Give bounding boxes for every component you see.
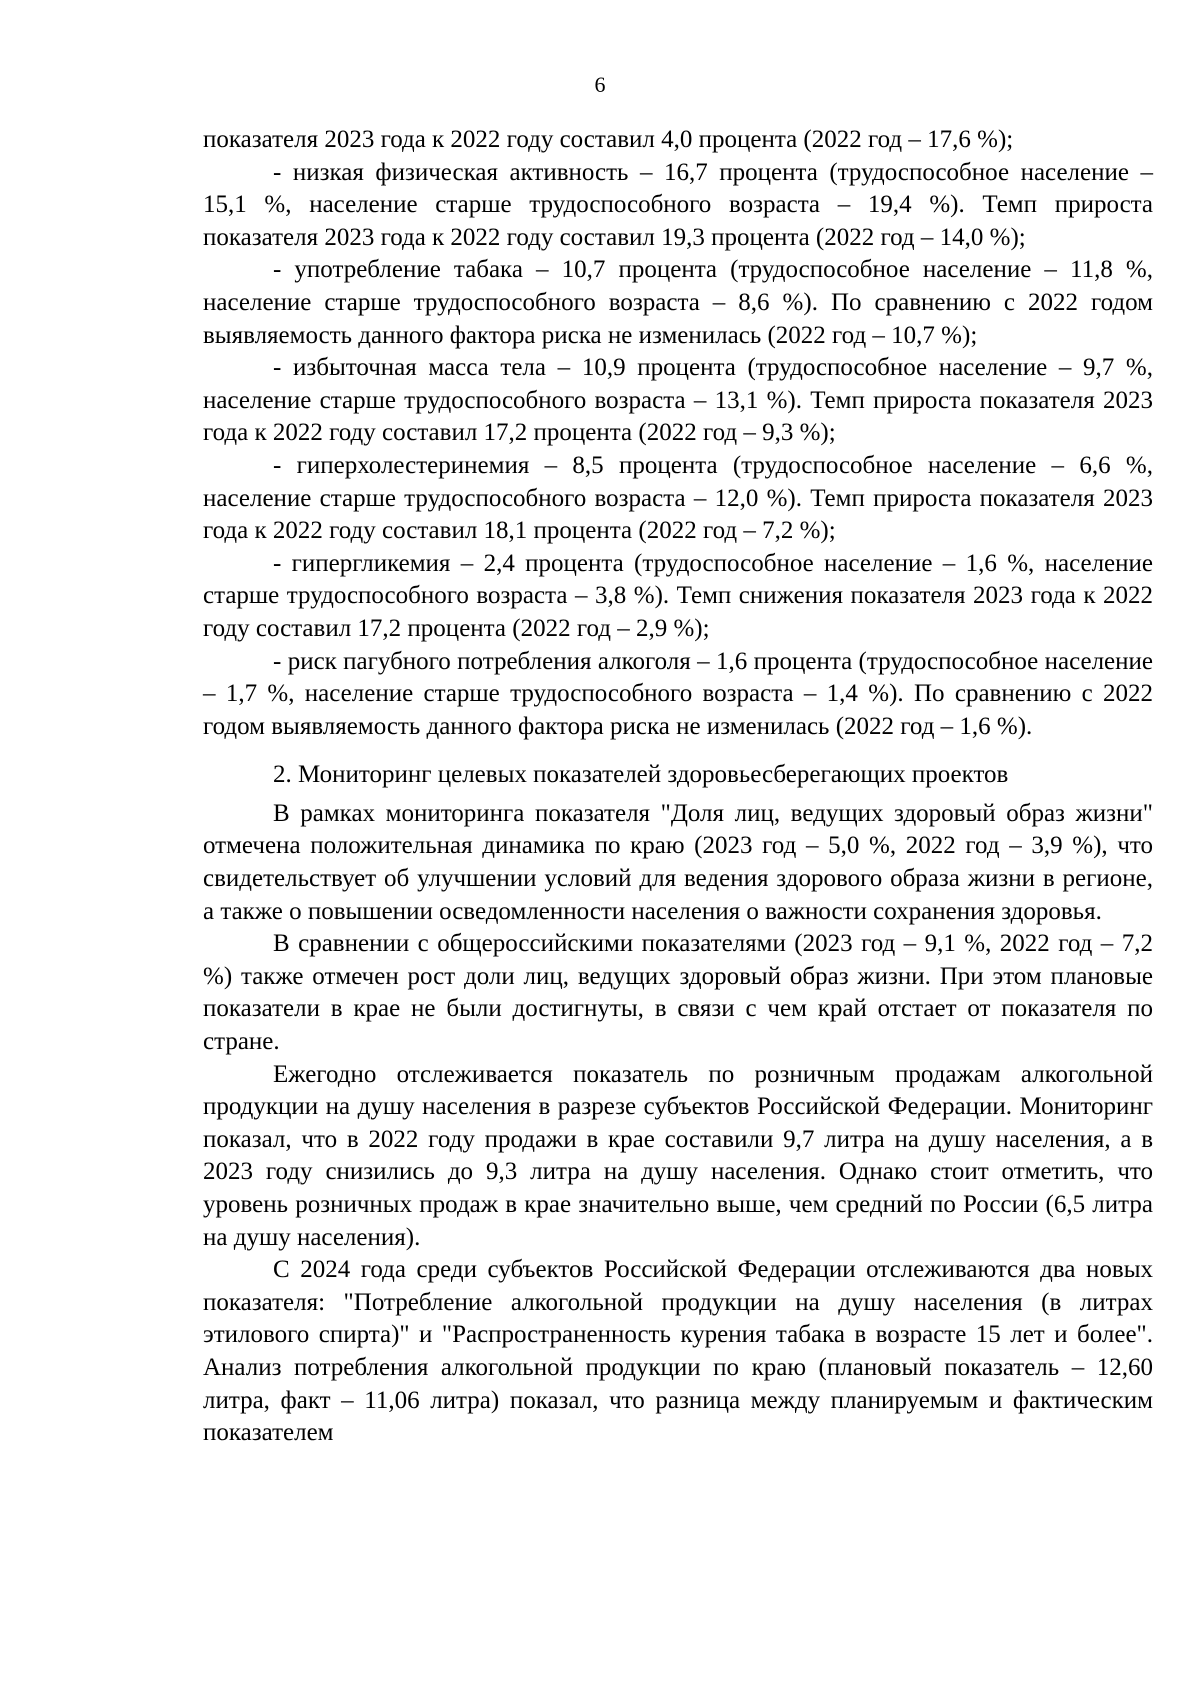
- page-number: 6: [594, 72, 606, 97]
- body-paragraph: С 2024 года среди субъектов Российской Федерации отслеживаются два новых показателя: "Потребление алкогольной продукции на душу населения (в литрах этилового спирта)" и "Распространенность курения табака в возрасте 15 лет и более". Анализ потребления алкогольной продукции по краю (плановый показатель – 12,60 литра, факт – 11,06 литра) показал, что разница между планируемым и фактическим показателем: [203, 1256, 1153, 1447]
- risk-factor-item: - низкая физическая активность – 16,7 процента (трудоспособное население – 15,1 %, население старше трудоспособного возраста – 19,4 %). Темп прироста показателя 2023 года к 2022 году составил 19,3 процента (2022 год – 14,0 %);: [203, 158, 1153, 251]
- risk-factor-item: - употребление табака – 10,7 процента (трудоспособное население – 11,8 %, население старше трудоспособного возраста – 8,6 %). По сравнению с 2022 годом выявляемость данного фактора риска не изменилась (2022 год – 10,7 %);: [203, 256, 1153, 349]
- document-body: [203, 124, 1153, 1450]
- risk-factor-item: - гиперхолестеринемия – 8,5 процента (трудоспособное население – 6,6 %, население старше трудоспособного возраста – 12,0 %). Темп прироста показателя 2023 года к 2022 году составил 18,1 процента (2022 год – 7,2 %);: [203, 451, 1153, 545]
- section-heading: 2. Мониторинг целевых показателей здоровьесберегающих проектов: [273, 761, 1009, 789]
- paragraph-continuation: показателя 2023 года к 2022 году составил 4,0 процента (2022 год – 17,6 %);: [203, 126, 1014, 153]
- risk-factor-item: - гипергликемия – 2,4 процента (трудоспособное население – 1,6 %, население старше трудоспособного возраста – 3,8 %). Темп снижения показателя 2023 года к 2022 году составил 17,2 процента (2022 год – 2,9 %);: [203, 549, 1153, 642]
- body-paragraph: В сравнении с общероссийскими показателями (2023 год – 9,1 %, 2022 год – 7,2 %) также отмечен рост доли лиц, ведущих здоровый образ жизни. При этом плановые показатели в крае не были достигнуты, в связи с чем край отстает от показателя по стране.: [203, 930, 1153, 1056]
- risk-factor-item: - избыточная масса тела – 10,9 процента (трудоспособное население – 9,7 %, население старше трудоспособного возраста – 13,1 %). Темп прироста показателя 2023 года к 2022 году составил 17,2 процента (2022 год – 9,3 %);: [203, 354, 1153, 447]
- body-paragraph: В рамках мониторинга показателя "Доля лиц, ведущих здоровый образ жизни" отмечена положительная динамика по краю (2023 год – 5,0 %, 2022 год – 3,9 %), что свидетельствует об улучшении условий для ведения здорового образа жизни в регионе, а также о повышении осведомленности населения о важности сохранения здоровья.: [203, 799, 1153, 925]
- risk-factor-item: - риск пагубного потребления алкоголя – 1,6 процента (трудоспособное население – 1,7 %, население старше трудоспособного возраста – 1,4 %). По сравнению с 2022 годом выявляемость данного фактора риска не изменилась (2022 год – 1,6 %).: [203, 647, 1153, 740]
- body-paragraph: Ежегодно отслеживается показатель по розничным продажам алкогольной продукции на душу населения в разрезе субъектов Российской Федерации. Мониторинг показал, что в 2022 году продажи в крае составили 9,7 литра на душу населения, а в 2023 году снизились до 9,3 литра на душу населения. Однако стоит отметить, что уровень розничных продаж в крае значительно выше, чем средний по России (6,5 литра на душу населения).: [203, 1060, 1153, 1251]
